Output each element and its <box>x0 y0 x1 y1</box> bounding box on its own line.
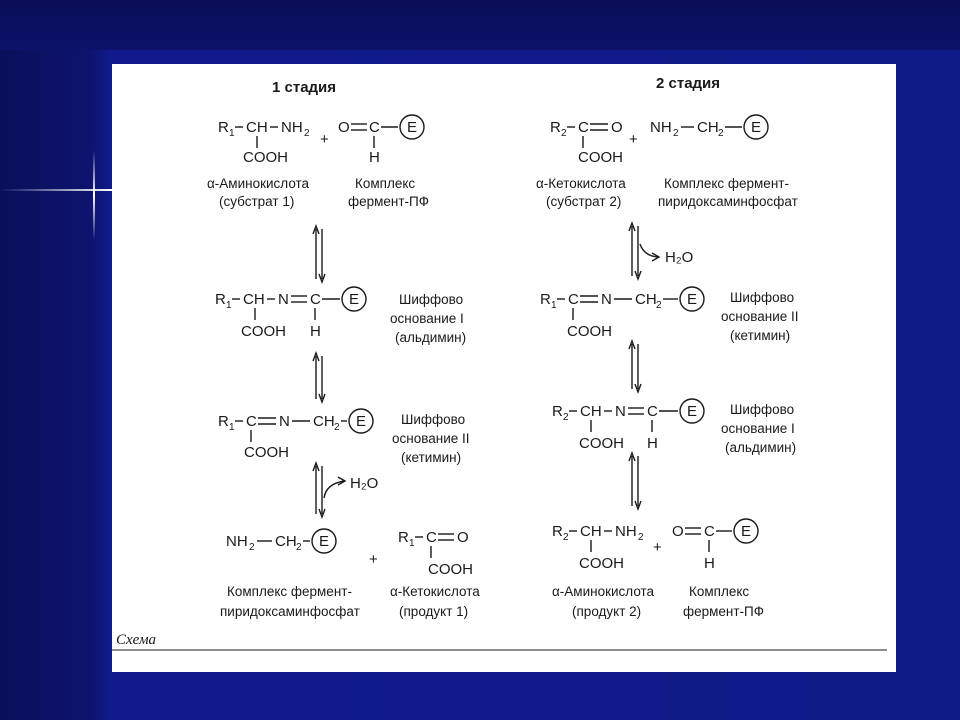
enzyme-e: E <box>407 119 418 136</box>
stage1-amino-acid <box>218 119 310 166</box>
stage1-schiff-base-2 <box>218 409 373 461</box>
o-atom: O <box>672 523 684 540</box>
stage2-schiff2-sub: основание II <box>721 309 799 324</box>
enzyme-e: E <box>741 523 752 540</box>
plus-sign: + <box>369 551 378 568</box>
stage2-water: H₂O <box>665 249 694 266</box>
r1-atom: R <box>215 291 226 308</box>
enzyme-e: E <box>356 413 367 430</box>
enzyme-e: E <box>751 119 762 136</box>
stage2-enzyme-product-sub: фермент-ПФ <box>683 604 765 619</box>
stage1-schiff-base-1 <box>215 287 366 340</box>
stage1-schiff2-type: (кетимин) <box>401 450 462 465</box>
r2-atom: R <box>552 403 563 420</box>
stage1-schiff1-label: Шиффово <box>399 292 464 307</box>
ch-atom: CH <box>246 119 268 136</box>
h-atom: H <box>310 323 321 340</box>
r2-index: 2 <box>561 128 567 139</box>
h-atom: H <box>647 435 658 452</box>
stage1-enzyme-label: Комплекс <box>355 176 416 191</box>
ch2-index: 2 <box>718 128 724 139</box>
plus-sign: + <box>629 131 638 148</box>
stage1-substrate-sub: (субстрат 1) <box>219 194 295 209</box>
plus-sign: + <box>653 539 662 556</box>
ch2-index: 2 <box>656 300 662 311</box>
n-atom: N <box>615 403 626 420</box>
nh2-index: 2 <box>304 128 310 139</box>
ch2-index: 2 <box>334 422 340 433</box>
ch-atom: CH <box>580 523 602 540</box>
stage2-keto-acid <box>550 119 623 166</box>
equilibrium-arrow-water <box>629 223 659 279</box>
equilibrium-arrow-water <box>313 463 345 517</box>
cooh-group: COOH <box>578 149 623 166</box>
ch2-atom: CH <box>697 119 719 136</box>
r1-index: 1 <box>551 300 557 311</box>
stage2-pmp-complex <box>650 115 768 139</box>
cooh-group: COOH <box>241 323 286 340</box>
equilibrium-arrow <box>629 453 641 509</box>
stage2-schiff1-sub: основание I <box>721 421 795 436</box>
o-atom: O <box>338 119 350 136</box>
stage1-schiff1-sub: основание I <box>390 311 464 326</box>
nh2-atom: NH <box>281 119 303 136</box>
stage1-product-label: α-Кетокислота <box>390 584 480 599</box>
r1-index: 1 <box>229 422 235 433</box>
stage1-pmp-label: Комплекс фермент- <box>227 584 352 599</box>
stage2-amino-acid-product <box>552 523 644 572</box>
scheme-caption: Схема <box>116 632 157 648</box>
ch-atom: CH <box>580 403 602 420</box>
nh2-index: 2 <box>638 532 644 543</box>
enzyme-e: E <box>687 403 698 420</box>
c-atom: C <box>647 403 658 420</box>
o-atom: O <box>457 529 469 546</box>
enzyme-e: E <box>349 291 360 308</box>
cooh-group: COOH <box>244 444 289 461</box>
stage1-pmp-complex <box>226 529 336 553</box>
stage2-schiff-base-1 <box>552 399 704 452</box>
cooh-group: COOH <box>428 561 473 578</box>
stage2-schiff1-type: (альдимин) <box>725 440 797 455</box>
stage1-schiff1-type: (альдимин) <box>395 330 467 345</box>
equilibrium-arrow <box>313 353 325 402</box>
stage2-enzyme-product-label: Комплекс <box>689 584 750 599</box>
enzyme-e: E <box>687 291 698 308</box>
stage2-substrate-label: α-Кетокислота <box>536 176 626 191</box>
r1-atom: R <box>218 413 229 430</box>
ch2-atom: CH <box>635 291 657 308</box>
stage1-pmp-sub: пиридоксаминфосфат <box>220 604 360 619</box>
r1-atom: R <box>398 529 409 546</box>
stage1-substrate-label: α-Аминокислота <box>207 176 310 191</box>
h-atom: H <box>369 149 380 166</box>
slide-top-band <box>0 0 960 50</box>
ch-atom: CH <box>243 291 265 308</box>
stage1-product-sub: (продукт 1) <box>399 604 469 619</box>
sparkle-decoration-horizontal <box>0 189 112 191</box>
r1-index: 1 <box>409 538 415 549</box>
o-atom: O <box>611 119 623 136</box>
r1-atom: R <box>218 119 229 136</box>
stage1-schiff2-sub: основание II <box>392 431 470 446</box>
sparkle-decoration-vertical <box>93 150 95 240</box>
stage2-substrate-sub: (субстрат 2) <box>546 194 622 209</box>
stage1-title: 1 стадия <box>272 79 337 96</box>
c-atom: C <box>310 291 321 308</box>
h-atom: H <box>704 555 715 572</box>
stage1-enzyme-pf <box>338 115 424 166</box>
c-atom: C <box>568 291 579 308</box>
r2-index: 2 <box>563 532 569 543</box>
r2-atom: R <box>552 523 563 540</box>
stage2-title: 2 стадия <box>656 75 721 92</box>
stage2-enzyme-pf-product <box>672 519 758 572</box>
nh2-atom: NH <box>226 533 248 550</box>
stage2-schiff-base-2 <box>540 287 704 340</box>
r1-atom: R <box>540 291 551 308</box>
c-atom: C <box>578 119 589 136</box>
stage2-schiff2-type: (кетимин) <box>730 328 791 343</box>
c-atom: C <box>704 523 715 540</box>
n-atom: N <box>601 291 612 308</box>
stage2-schiff1-label: Шиффово <box>730 402 795 417</box>
stage2-product-label: α-Аминокислота <box>552 584 655 599</box>
equilibrium-arrow <box>313 226 325 282</box>
cooh-group: COOH <box>243 149 288 166</box>
stage1-water: H₂O <box>350 475 379 492</box>
stage1-schiff2-label: Шиффово <box>401 412 466 427</box>
c-atom: C <box>426 529 437 546</box>
stage2-schiff2-label: Шиффово <box>730 290 795 305</box>
r2-atom: R <box>550 119 561 136</box>
nh2-index: 2 <box>249 542 255 553</box>
cooh-group: COOH <box>579 435 624 452</box>
equilibrium-arrow <box>629 341 641 392</box>
stage2-enzyme-label: Комплекс фермент- <box>664 176 789 191</box>
enzyme-e: E <box>319 533 330 550</box>
c-atom: C <box>246 413 257 430</box>
r2-index: 2 <box>563 412 569 423</box>
r1-index: 1 <box>229 128 235 139</box>
cooh-group: COOH <box>567 323 612 340</box>
r1-index: 1 <box>226 300 232 311</box>
stage2-product-sub: (продукт 2) <box>572 604 642 619</box>
ch2-atom: CH <box>275 533 297 550</box>
ch2-atom: CH <box>313 413 335 430</box>
n-atom: N <box>278 291 289 308</box>
transamination-scheme <box>112 64 896 672</box>
nh2-atom: NH <box>615 523 637 540</box>
nh2-index: 2 <box>673 128 679 139</box>
stage2-enzyme-sub: пиридоксаминфосфат <box>658 194 798 209</box>
nh2-atom: NH <box>650 119 672 136</box>
stage1-enzyme-sub: фермент-ПФ <box>348 194 430 209</box>
plus-sign: + <box>320 131 329 148</box>
ch2-index: 2 <box>296 542 302 553</box>
scheme-panel <box>112 64 896 672</box>
n-atom: N <box>279 413 290 430</box>
cooh-group: COOH <box>579 555 624 572</box>
c-atom: C <box>369 119 380 136</box>
stage1-keto-acid-product <box>398 529 473 578</box>
